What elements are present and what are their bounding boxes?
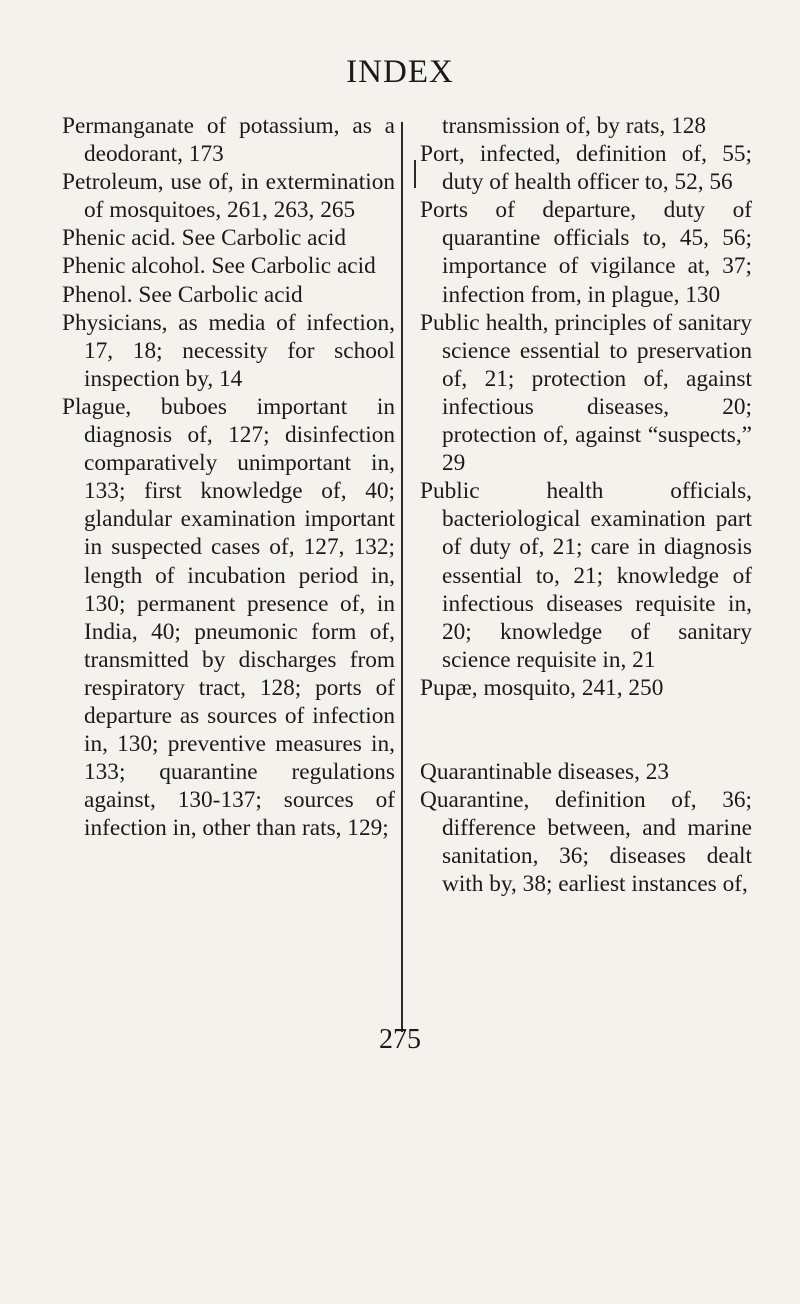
index-entry: Physicians, as media of infection, 17, 18; necessity for school inspection by, 14 xyxy=(62,309,395,392)
column-divider xyxy=(401,122,403,1032)
index-entry: Quarantinable diseases, 23 xyxy=(420,758,670,785)
index-entry: Plague, buboes important in diagnosis of, 127; disinfection comparatively unimportant in, 133; first knowledge of, 40; glandular examination important in suspected cases of, 127, 132; length of incubation period in, 130; permanent presence of, in India, 40; pneumonic form of, transmitted by discharges from respiratory tract, 128; ports of departure as sources of infection in, 130; preventive measures in, 133; quarantine regulations against, 130-137; sources of infection in, other than rats, 129; xyxy=(62,393,395,842)
index-column-right xyxy=(420,112,752,898)
index-entry: Port, infected, definition of, 55; duty of health officer to, 52, 56 xyxy=(420,141,752,196)
index-entry: Ports of departure, duty of quarantine officials to, 45, 56; importance of vigilance at, 37; infection from, in plague, 130 xyxy=(420,197,752,308)
page-title: INDEX xyxy=(346,54,454,90)
index-entry: Petroleum, use of, in extermination of mosquitoes, 261, 263, 265 xyxy=(62,169,395,224)
index-entry: Quarantine, definition of, 36; difference between, and marine sanitation, 36; diseases dealt with by, 38; earliest instances of, xyxy=(420,787,752,898)
index-entry: Phenic acid. See Carbolic acid xyxy=(62,225,346,252)
index-column-left xyxy=(62,112,395,842)
index-entry: Public health officials, bacteriological examination part of duty of, 21; care in diagnosis essential to, 21; knowledge of infectious diseases requisite in, 20; knowledge of sanitary science requisite in, 21 xyxy=(420,478,752,673)
index-entry-continued: transmission of, by rats, 128 xyxy=(442,113,707,139)
index-entry: Permanganate of potassium, as a deodorant, 173 xyxy=(62,113,395,168)
index-entry: Phenol. See Carbolic acid xyxy=(62,281,303,308)
column-divider-mark xyxy=(414,160,416,188)
index-entry: Phenic alcohol. See Carbolic acid xyxy=(62,253,376,280)
index-entry: Public health, principles of sanitary science essential to preservation of, 21; protection of, against infectious diseases, 20; protection of, against “suspects,” 29 xyxy=(420,309,752,477)
index-entry: Pupæ, mosquito, 241, 250 xyxy=(420,674,664,701)
page-number: 275 xyxy=(379,1024,421,1055)
